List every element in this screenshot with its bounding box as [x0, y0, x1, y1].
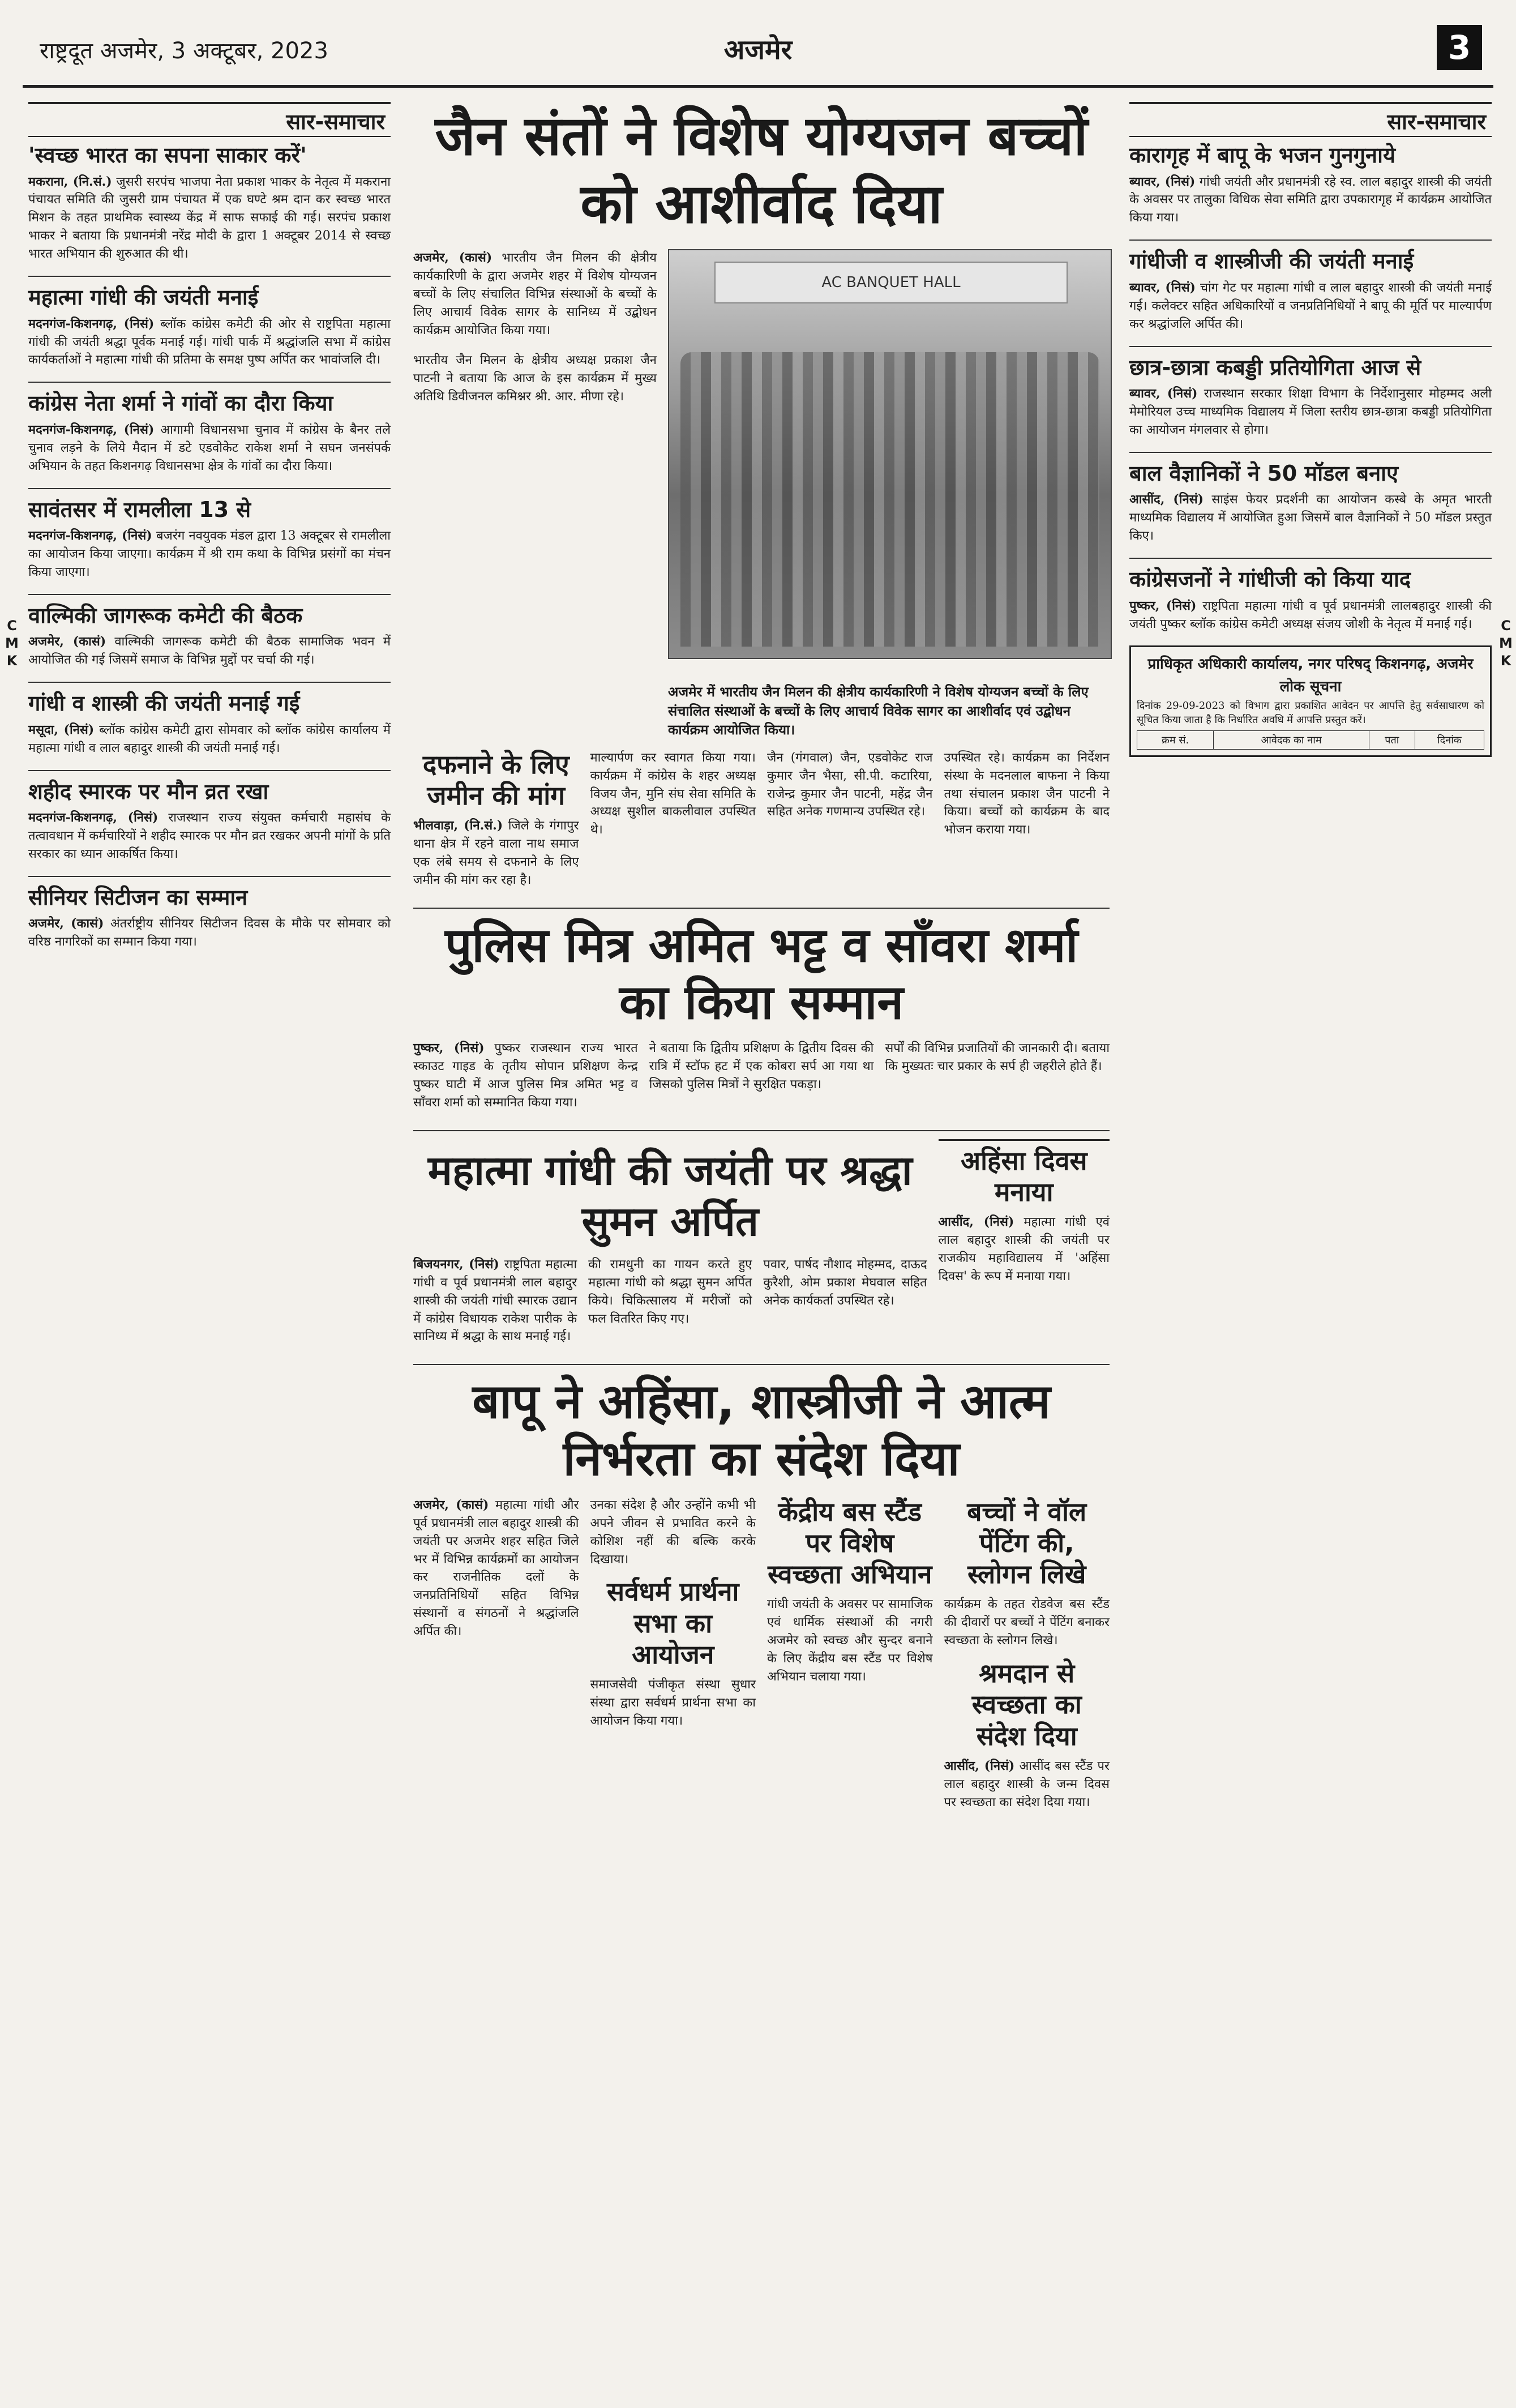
- divider: [28, 876, 391, 877]
- shramdaan-title: श्रमदान से स्वच्छता का संदेश दिया: [971, 1658, 1082, 1751]
- mark-c: C: [7, 618, 17, 634]
- story-text: गांधी जयंती और प्रधानमंत्री रहे स्व. लाल बहादुर शास्त्री की जयंती के अवसर पर तालुका विधिक सेवा समिति द्वारा उपकारागृह में कार्यक्रम आयोजित किया गया।: [1129, 174, 1492, 225]
- notice-office: प्राधिकृत अधिकारी कार्यालय, नगर परिषद् किशनगढ़, अजमेर: [1147, 656, 1474, 673]
- sarvadharm-title: सर्वधर्म प्रार्थना सभा का आयोजन: [607, 1576, 739, 1670]
- mark-m: M: [1499, 635, 1513, 652]
- mark-m: M: [5, 635, 19, 652]
- story-text: राष्ट्रपिता महात्मा गांधी व पूर्व प्रधानमंत्री लालबहादुर शास्त्री की जयंती पुष्कर ब्लॉक कांग्रेस कमेटी अध्यक्ष संजय जोशी के नेतृत्व में मनाई गई।: [1129, 598, 1492, 631]
- notice-table-row: [1137, 731, 1484, 750]
- lead-text: [413, 249, 657, 418]
- mark-c: C: [1501, 618, 1511, 634]
- story-body: [413, 1496, 579, 1641]
- story-text: ने बताया कि द्वितीय प्रशिक्षण के द्वितीय दिवस की रात्रि में स्टॉफ हट में एक कोबरा सर्प आ गया था जिसको पुलिस मित्रों ने सुरक्षित पकड़ा।: [649, 1041, 874, 1092]
- story-body: [28, 915, 391, 951]
- story-title: गांधी व शास्त्री की जयंती मनाई गई: [28, 691, 300, 716]
- story-body: [1129, 491, 1492, 545]
- wall-painting-story: [944, 1496, 1110, 1811]
- divider: [1129, 239, 1492, 241]
- gandhi-headline: महात्मा गांधी की जयंती पर श्रद्धा सुमन अर्पित: [427, 1146, 913, 1245]
- divider: [413, 1130, 1110, 1131]
- gandhi-col-2: [588, 1256, 752, 1346]
- public-notice: [1129, 645, 1492, 757]
- story-text: राजस्थान राज्य संयुक्त कर्मचारी महासंघ के तत्वावधान में कर्मचारियों ने शहीद स्मारक पर मौन व्रत रखकर अपनी मांगों के प्रति सरकार का ध्यान आकर्षित किया।: [28, 811, 391, 861]
- story-text: वाल्मिकी जागरूक कमेटी की बैठक सामाजिक भवन में आयोजित की गई जिसमें समाज के विभिन्न मुद्दों पर चर्चा की गई।: [28, 635, 391, 668]
- right-column: [1129, 102, 1492, 757]
- center-area: [413, 102, 1110, 1824]
- story-body: [1129, 385, 1492, 439]
- story-dateline: आसींद, (निसं): [944, 1758, 1015, 1773]
- story-title: गांधीजी व शास्त्रीजी की जयंती मनाई: [1129, 249, 1414, 274]
- lead-para-1: [413, 249, 657, 339]
- lead-photo: [668, 249, 1112, 659]
- story-body: [413, 1040, 638, 1112]
- divider: [1129, 346, 1492, 347]
- bapu-headline: बापू ने अहिंसा, शास्त्रीजी ने आत्म निर्भरता का संदेश दिया: [472, 1374, 1051, 1487]
- story-body: [28, 173, 391, 263]
- story-body: [28, 421, 391, 476]
- divider: [1129, 452, 1492, 453]
- lead-headline: जैन संतों ने विशेष योग्यजन बच्चों को आशीर्वाद दिया: [435, 104, 1088, 236]
- story-text: सर्पों की विभिन्न प्रजातियों की जानकारी दी। बताया कि मुख्यतः चार प्रकार के सर्प ही जहरीले होते हैं।: [885, 1041, 1110, 1074]
- story-body: [413, 1256, 577, 1346]
- story-title: अहिंसा दिवस मनाया: [960, 1145, 1087, 1208]
- bapu-col-2: [590, 1496, 756, 1811]
- wall-painting-title: बच्चों ने वॉल पेंटिंग की, स्लोगन लिखे: [967, 1496, 1087, 1590]
- section-label: [1129, 102, 1492, 137]
- story-body: [413, 249, 657, 339]
- police-col-1: [413, 1040, 638, 1112]
- gandhi-col-3: [763, 1256, 927, 1346]
- divider: [28, 382, 391, 383]
- right-story-3: [1129, 355, 1492, 439]
- mark-k: K: [6, 653, 18, 669]
- notice-cell: पता: [1369, 731, 1415, 750]
- story-text: जैन (गंगवाल) जैन, एडवोकेट राज कुमार जैन भैसा, सी.पी. कटारिया, राजेन्द्र कुमार जैन पाटनी, महेंद्र जैन सहित अनेक गणमान्य उपस्थित रहे।: [767, 750, 933, 819]
- date-line: राष्ट्रदूत अजमेर, 3 अक्टूबर, 2023: [40, 38, 328, 64]
- box-dafnane: [413, 749, 579, 889]
- story-text: चांग गेट पर महात्मा गांधी व लाल बहादुर शास्त्री की जयंती मनाई गई। कलेक्टर सहित अधिकारियों व जनप्रतिनिधियों ने बापू की मूर्ति पर माल्यार्पण कर श्रद्धांजलि अर्पित की।: [1129, 280, 1492, 331]
- story-body: [28, 633, 391, 669]
- color-marks-left: [3, 617, 20, 670]
- story-text: साइंस फेयर प्रदर्शनी का आयोजन कस्बे के अमृत भारती माध्यमिक विद्यालय में आयोजित हुआ जिसमें बाल वैज्ञानिकों ने 50 मॉडल प्रस्तुत किए।: [1129, 493, 1492, 544]
- left-story-7: [28, 779, 391, 863]
- story-title: वाल्मिकी जागरूक कमेटी की बैठक: [28, 602, 303, 628]
- story-title: महात्मा गांधी की जयंती मनाई: [28, 285, 259, 310]
- story-body: [1129, 279, 1492, 333]
- photo-banner: AC BANQUET HALL: [714, 262, 1068, 303]
- story-text: राष्ट्रपिता महात्मा गांधी व पूर्व प्रधानमंत्री लाल बहादुर शास्त्री की जयंती गांधी स्मारक उद्यान में कांग्रेस विधायक राकेश पारीक के सानिध्य में श्रद्धा के साथ मनाई गई।: [413, 1257, 577, 1344]
- color-marks-right: [1497, 617, 1514, 670]
- story-text: राजस्थान सरकार शिक्षा विभाग के निर्देशानुसार मोहम्मद अली मेमोरियल उच्च माध्यमिक विद्यालय में जिला स्तरीय छात्र-छात्रा कबड्डी प्रतियोगिता का आयोजन मंगलवार से होगा।: [1129, 387, 1492, 437]
- police-headline: पुलिस मित्र अमित भट्ट व साँवरा शर्मा का किया सम्मान: [444, 917, 1078, 1030]
- story-text: अंतर्राष्ट्रीय सीनियर सिटीजन दिवस के मौके पर सोमवार को वरिष्ठ नागरिकों का सम्मान किया गया।: [28, 917, 391, 949]
- story-text: आसींद बस स्टैंड पर लाल बहादुर शास्त्री के जन्म दिवस पर स्वच्छता का संदेश दिया गया।: [944, 1759, 1110, 1810]
- story-title: शहीद स्मारक पर मौन व्रत रखा: [28, 779, 269, 804]
- bapu-story: [413, 1496, 1110, 1824]
- story-body: [413, 817, 579, 889]
- left-story-2: [28, 285, 391, 369]
- section-label: [28, 102, 391, 137]
- lead-cont-1: [590, 749, 756, 889]
- divider: [28, 594, 391, 595]
- story-dateline: अजमेर, (कासं): [28, 634, 106, 649]
- story-body: [28, 527, 391, 581]
- divider: [28, 488, 391, 489]
- divider: [28, 682, 391, 683]
- story-text: ब्लॉक कांग्रेस कमेटी की ओर से राष्ट्रपिता महात्मा गांधी की जयंती श्रद्धा पूर्वक मनाई गई। गांधी पार्क में श्रद्धांजलि सभा में कांग्रेस कार्यकर्ताओं ने महात्मा गांधी की प्रतिमा के समक्ष पुष्प अर्पित कर भावांजलि दी।: [28, 316, 391, 367]
- left-story-8: [28, 885, 391, 951]
- left-column: [28, 102, 391, 964]
- story-text: गांधी जयंती के अवसर पर सामाजिक एवं धार्मिक संस्थाओं की नगरी अजमेर को स्वच्छ और सुन्दर बनाने के लिए केंद्रीय बस स्टैंड पर विशेष अभियान चलाया गया।: [767, 1597, 933, 1684]
- story-text: की रामधुनी का गायन करते हुए महात्मा गांधी को श्रद्धा सुमन अर्पित किये। चिकित्सालय में मरीजों को फल वितरित किए गए।: [588, 1257, 752, 1326]
- story-text: महात्मा गांधी एवं लाल बहादुर शास्त्री की जयंती पर राजकीय महाविद्यालय में 'अहिंसा दिवस' के रूप में मनाया गया।: [938, 1215, 1110, 1284]
- lead-para-2: [413, 352, 657, 406]
- gandhi-ahinsa-row: [413, 1139, 1110, 1358]
- story-dateline: अजमेर, (कासं): [413, 1497, 489, 1512]
- notice-cell: क्रम सं.: [1137, 731, 1214, 750]
- story-body: [28, 721, 391, 758]
- story-text: समाजसेवी पंजीकृत संस्था सुधार संस्था द्वारा सर्वधर्म प्रार्थना सभा का आयोजन किया गया।: [590, 1678, 756, 1728]
- section-label-text: सार-समाचार: [1387, 109, 1486, 134]
- story-body: [28, 809, 391, 863]
- divider: [1129, 558, 1492, 559]
- story-dateline: पुष्कर, (निसं): [413, 1041, 485, 1056]
- ahinsa-story: [939, 1139, 1110, 1346]
- masthead: [23, 17, 1493, 88]
- notice-title: लोक सूचना: [1279, 678, 1342, 696]
- story-title: 'स्वच्छ भारत का सपना साकार करें': [28, 143, 307, 168]
- divider: [28, 770, 391, 771]
- lead-continuation: [413, 749, 1110, 902]
- mark-k: K: [1500, 653, 1511, 669]
- edition-name: अजमेर: [723, 34, 793, 66]
- lead-story: [413, 249, 1110, 679]
- story-title: सावंतसर में रामलीला 13 से: [28, 497, 251, 522]
- story-text: पवार, पार्षद नौशाद मोहम्मद, दाऊद कुरैशी, ओम प्रकाश मेघवाल सहित अनेक कार्यकर्ता उपस्थित रहे।: [763, 1257, 927, 1308]
- divider: [413, 908, 1110, 909]
- story-title: कारागृह में बापू के भजन गुनगुनाये: [1129, 143, 1396, 168]
- story-text: जिले के गंगापुर थाना क्षेत्र में रहने वाला नाथ समाज एक लंबे समय से दफनाने के लिए जमीन की मांग कर रहा है।: [413, 819, 579, 887]
- story-body: [28, 315, 391, 370]
- newspaper-page: [5, 17, 1513, 2389]
- story-dateline: अजमेर, (कासं): [28, 916, 104, 931]
- divider: [413, 1364, 1110, 1365]
- notice-body: दिनांक 29-09-2023 को विभाग द्वारा प्रकाशित आवेदन पर आपत्ति हेतु सर्वसाधारण को सूचित किया जाता है कि निर्धारित अवधि में आपत्ति प्रस्तुत करें।: [1137, 700, 1484, 726]
- notice-cell: आवेदक का नाम: [1214, 731, 1369, 750]
- left-story-4: [28, 497, 391, 581]
- story-dateline: मदनगंज-किशनगढ़, (निसं): [28, 316, 155, 331]
- story-text: माल्यार्पण कर स्वागत किया गया। कार्यक्रम में कांग्रेस के शहर अध्यक्ष विजय जैन, मुनि संघ सेवा समिति के अध्यक्ष सुशील बाकलीवाल उपस्थित थे।: [590, 750, 756, 837]
- story-title: छात्र-छात्रा कबड्डी प्रतियोगिता आज से: [1129, 354, 1421, 380]
- story-text: भारतीय जैन मिलन के क्षेत्रीय अध्यक्ष प्रकाश जैन पाटनी ने बताया कि आज के इस कार्यक्रम में मुख्य अतिथि डिवीजनल कमिश्नर श्री. आर. मीणा रहे।: [413, 353, 657, 404]
- right-story-4: [1129, 461, 1492, 545]
- photo-caption: अजमेर में भारतीय जैन मिलन की क्षेत्रीय कार्यकारिणी ने विशेष योग्यजन बच्चों के लिए संचालित संस्थाओं के बच्चों के लिए आचार्य विवेक सागर का आशीर्वाद एवं उद्बोधन कार्यक्रम आयोजित किया।: [668, 684, 1089, 738]
- story-dateline: मकराना, (नि.सं.): [28, 174, 112, 189]
- story-text: ब्लॉक कांग्रेस कमेटी द्वारा सोमवार को ब्लॉक कांग्रेस कार्यालय में महात्मा गांधी व लाल बहादुर शास्त्री की जयंती मनाई गई।: [28, 722, 391, 755]
- story-dateline: मसूदा, (निसं): [28, 722, 95, 737]
- story-body: [939, 1213, 1110, 1286]
- story-dateline: बिजयनगर, (निसं): [413, 1256, 499, 1272]
- notice-table: [1137, 730, 1484, 750]
- story-text: उनका संदेश है और उन्होंने कभी भी अपने जीवन से प्रभावित करने के कोशिश नहीं की बल्कि करके दिखाया।: [590, 1498, 756, 1567]
- left-story-3: [28, 391, 391, 475]
- bus-stand-story: [767, 1496, 933, 1811]
- story-dateline: मदनगंज-किशनगढ़, (निसं): [28, 422, 155, 437]
- story-body: [944, 1757, 1110, 1812]
- police-story: [413, 1040, 1110, 1124]
- story-title: कांग्रेस नेता शर्मा ने गांवों का दौरा किया: [28, 391, 333, 416]
- story-dateline: आसींद, (निसं): [1129, 492, 1204, 507]
- story-dateline: आसींद, (निसं): [938, 1214, 1014, 1230]
- divider: [28, 276, 391, 277]
- gandhi-shraddha-story: [413, 1139, 927, 1358]
- story-dateline: मदनगंज-किशनगढ़, (निसं): [28, 528, 152, 544]
- story-dateline: मदनगंज-किशनगढ़, (निसं): [28, 810, 159, 826]
- section-label-text: सार-समाचार: [286, 109, 385, 134]
- page-number: 3: [1437, 25, 1482, 70]
- story-body: [1129, 597, 1492, 634]
- right-story-1: [1129, 143, 1492, 227]
- left-story-1: [28, 143, 391, 263]
- story-text: बजरंग नवयुवक मंडल द्वारा 13 अक्टूबर से रामलीला का आयोजन किया जाएगा। कार्यक्रम में श्री राम कथा के विभिन्न प्रसंगों का मंचन किया जाएगा।: [28, 529, 391, 579]
- story-dateline: ब्यावर, (निसं): [1129, 174, 1196, 189]
- gandhi-col-1: [413, 1256, 577, 1346]
- story-title: दफनाने के लिए जमीन की मांग: [422, 749, 569, 811]
- story-text: कार्यक्रम के तहत रोडवेज बस स्टैंड की दीवारों पर बच्चों ने पेंटिंग बनाकर स्वच्छता के स्लोगन लिखे।: [944, 1597, 1110, 1648]
- story-dateline: पुष्कर, (निसं): [1129, 598, 1197, 613]
- story-text: आगामी विधानसभा चुनाव में कांग्रेस के बैनर तले चुनाव लड़ने के लिये मैदान में डटे एडवोकेट राकेश शर्मा ने सघन जनसंपर्क अभियान के तहत किशनगढ़ विधानसभा क्षेत्र के गांवों का दौरा किया।: [28, 422, 391, 473]
- story-text: पुष्कर राजस्थान राज्य भारत स्काउट गाइड के तृतीय सोपान प्रशिक्षण केन्द्र पुष्कर घाटी में आज पुलिस मित्र अमित भट्ट व साँवरा शर्मा को सम्मानित किया गया।: [413, 1041, 638, 1110]
- story-dateline: अजमेर, (कासं): [413, 250, 493, 265]
- story-title: कांग्रेसजनों ने गांधीजी को किया याद: [1129, 567, 1411, 592]
- right-story-2: [1129, 249, 1492, 333]
- story-title: सीनियर सिटीजन का सम्मान: [28, 884, 248, 910]
- story-text: जुसरी सरपंच भाजपा नेता प्रकाश भाकर के नेतृत्व में मकराना पंचायत समिति की जुसरी ग्राम पंचायत में एक घण्टे श्रम दान कर स्वच्छ भारत मिशन के तहत प्राथमिक स्वास्थ्य केंद्र में साफ सफाई की गई। सरपंच प्रकाश भाकर ने बताया कि प्रधानमंत्री नरेंद्र मोदी के द्वारा 1 अक्टूबर 2014 से स्वच्छ भारत अभियान की शुरुआत की थी।: [28, 174, 391, 262]
- story-dateline: भीलवाड़ा, (नि.सं.): [413, 818, 503, 833]
- lead-cont-2: [767, 749, 933, 889]
- story-title: बाल वैज्ञानिकों ने 50 मॉडल बनाए: [1129, 460, 1399, 486]
- left-story-6: [28, 691, 391, 757]
- police-col-3: [885, 1040, 1110, 1112]
- bapu-col-1: [413, 1496, 579, 1811]
- story-dateline: ब्यावर, (निसं): [1129, 280, 1196, 295]
- left-story-5: [28, 603, 391, 669]
- lead-cont-3: [944, 749, 1110, 889]
- gandhi-cols: [413, 1256, 927, 1358]
- story-body: [1129, 173, 1492, 228]
- police-col-2: [649, 1040, 874, 1112]
- story-text: भारतीय जैन मिलन की क्षेत्रीय कार्यकारिणी के द्वारा अजमेर शहर में विशेष योग्यजन बच्चों के लिए संचालित विभिन्न संस्थाओं के बच्चों के लिए आचार्य विवेक सागर के सानिध्य में उद्बोधन कार्यक्रम आयोजित किया गया।: [413, 251, 657, 337]
- photo-crowd: [680, 352, 1099, 647]
- right-story-5: [1129, 567, 1492, 633]
- notice-cell: दिनांक: [1415, 731, 1484, 750]
- bus-stand-title: केंद्रीय बस स्टैंड पर विशेष स्वच्छता अभियान: [768, 1496, 932, 1590]
- story-dateline: ब्यावर, (निसं): [1129, 386, 1198, 401]
- story-text: महात्मा गांधी और पूर्व प्रधानमंत्री लाल बहादुर शास्त्री की जयंती पर अजमेर शहर सहित जिले भर में विभिन्न कार्यक्रमों का आयोजन कर राजनीतिक दलों के जनप्रतिनिधियों सहित विभिन्न संस्थानों व संगठनों ने श्रद्धांजलि अर्पित की।: [413, 1498, 579, 1639]
- story-text: उपस्थित रहे। कार्यक्रम का निर्देशन संस्था के मदनलाल बाफना ने किया तथा संचालन प्रकाश जैन पाटनी ने किया। बच्चों को कार्यक्रम के बाद भोजन कराया गया।: [944, 750, 1110, 837]
